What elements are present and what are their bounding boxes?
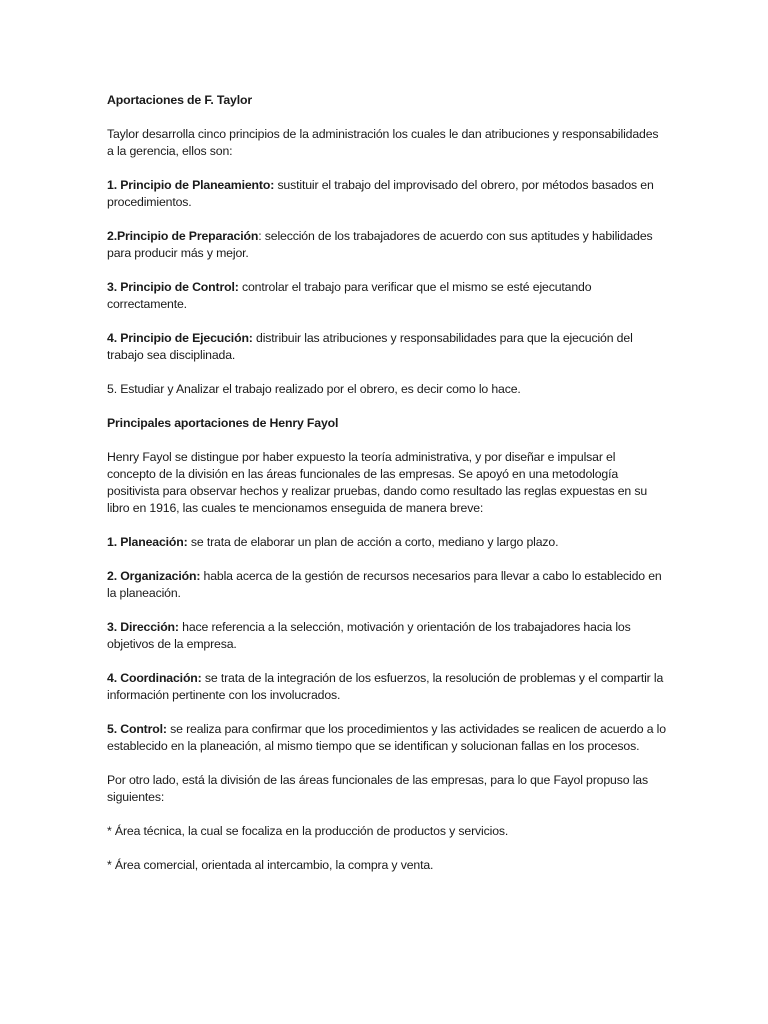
element-label: 2. Organización: [107, 569, 201, 583]
element-text: se trata de la integración de los esfuerzos, la resolución de problemas y el compartir la información pertinente con los involucrados. [107, 671, 664, 702]
principle-label: 1. Principio de Planeamiento: [107, 178, 275, 192]
principle-label: 2.Principio de Preparación [107, 229, 259, 243]
element-label: 5. Control: [107, 722, 167, 736]
area-item-comercial: * Área comercial, orientada al intercambio, la compra y venta. [107, 858, 434, 872]
fayol-element-2 [107, 568, 667, 602]
principle-label: 4. Principio de Ejecución: [107, 331, 253, 345]
principle-text: sustituir el trabajo del improvisado del obrero, por métodos basados en procedimientos. [107, 178, 654, 209]
element-text: se realiza para confirmar que los procedimientos y las actividades se realicen de acuerdo a lo establecido en la planeación, al mismo tiempo que se identifican y solucionan fallas en los procesos. [107, 722, 666, 753]
principle-label: 3. Principio de Control: [107, 280, 239, 294]
fayol-element-3 [107, 619, 667, 653]
element-label: 4. Coordinación: [107, 671, 202, 685]
element-label: 3. Dirección: [107, 620, 179, 634]
fayol-intro: Henry Fayol se distingue por haber expuesto la teoría administrativa, y por diseñar e impulsar el concepto de la división en las áreas funcionales de las empresas. Se apoyó en una metodología positivista para observar hechos y realizar pruebas, dando como resultado las reglas expuestas en su libro en 1916, las cuales te mencionamos enseguida de manera breve: [107, 450, 648, 515]
heading-fayol: Principales aportaciones de Henry Fayol [107, 416, 339, 430]
taylor-intro: Taylor desarrolla cinco principios de la administración los cuales le dan atribuciones y responsabilidades a la gerencia, ellos son: [107, 127, 659, 158]
element-text: se trata de elaborar un plan de acción a corto, mediano y largo plazo. [187, 535, 559, 549]
principle-text: distribuir las atribuciones y responsabilidades para que la ejecución del trabajo sea disciplinada. [107, 331, 633, 362]
principle-text: controlar el trabajo para verificar que el mismo se esté ejecutando correctamente. [107, 280, 592, 311]
taylor-principle-2 [107, 228, 667, 262]
fayol-element-1 [107, 534, 667, 551]
element-text: habla acerca de la gestión de recursos necesarios para llevar a cabo lo establecido en la planeación. [107, 569, 662, 600]
element-text: hace referencia a la selección, motivación y orientación de los trabajadores hacia los objetivos de la empresa. [107, 620, 631, 651]
taylor-principle-4 [107, 330, 667, 364]
principle-text: : selección de los trabajadores de acuerdo con sus aptitudes y habilidades para producir más y mejor. [107, 229, 653, 260]
heading-taylor: Aportaciones de F. Taylor [107, 93, 252, 107]
area-item-tecnica: * Área técnica, la cual se focaliza en la producción de productos y servicios. [107, 824, 509, 838]
taylor-principle-3 [107, 279, 667, 313]
fayol-element-5 [107, 721, 667, 755]
taylor-point-5: 5. Estudiar y Analizar el trabajo realizado por el obrero, es decir como lo hace. [107, 382, 521, 396]
areas-intro: Por otro lado, está la división de las áreas funcionales de las empresas, para lo que Fayol propuso las siguientes: [107, 773, 648, 804]
fayol-element-4 [107, 670, 667, 704]
document-body [107, 92, 667, 891]
element-label: 1. Planeación: [107, 535, 188, 549]
taylor-principle-1 [107, 177, 667, 211]
